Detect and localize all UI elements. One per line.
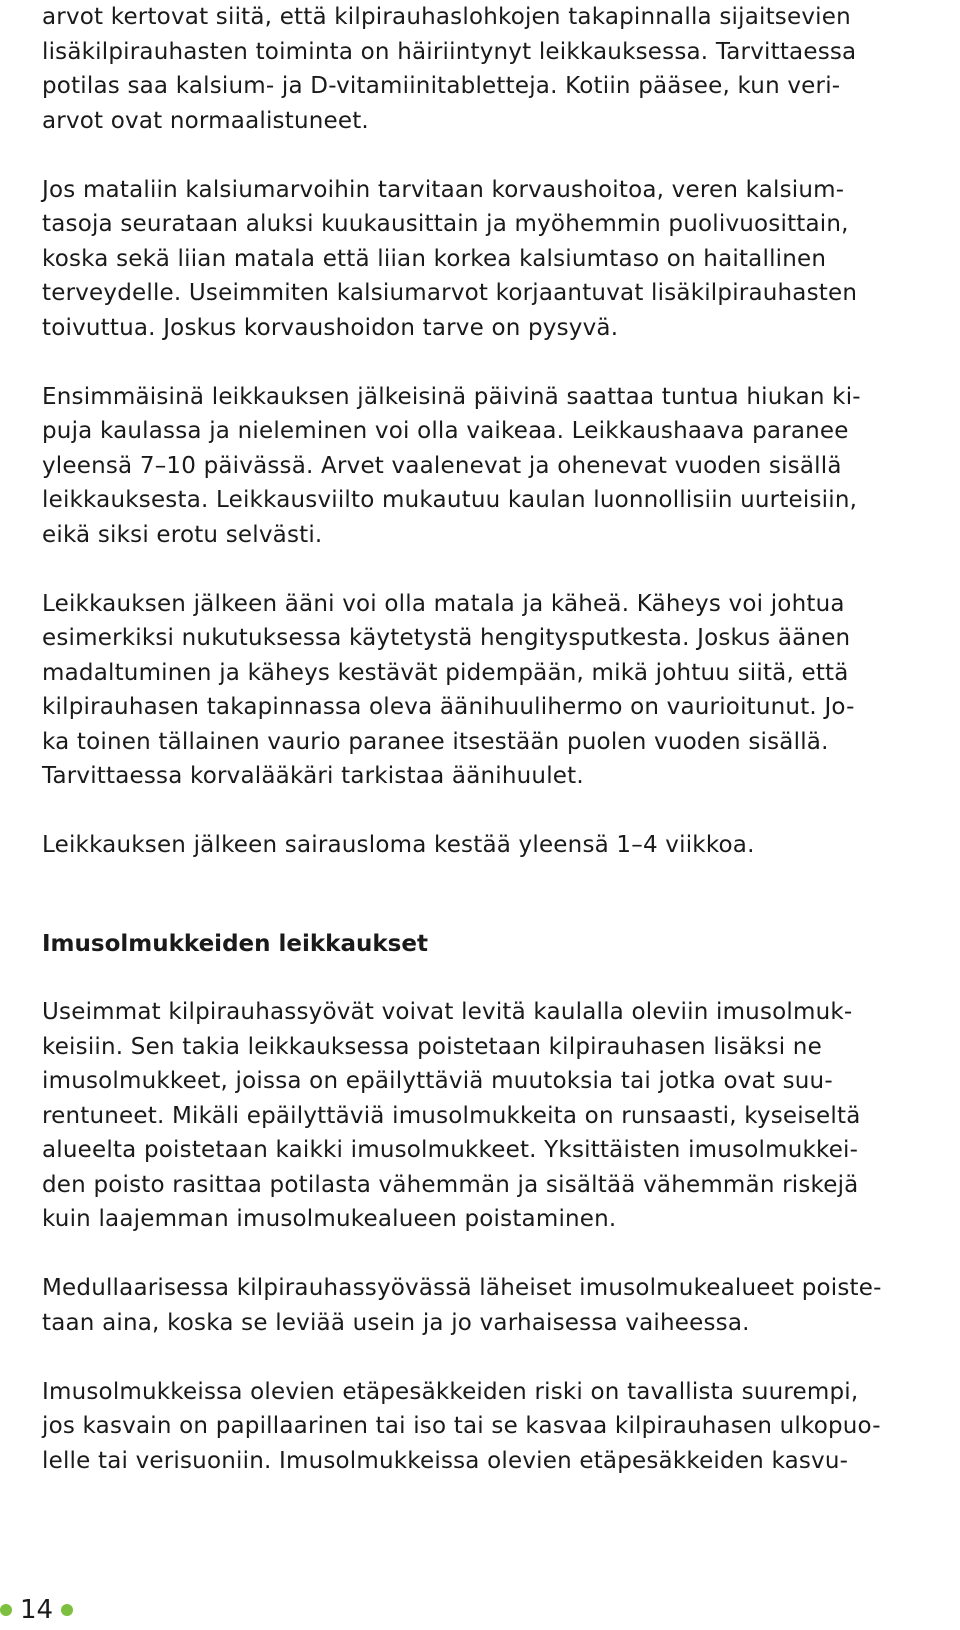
- paragraph: Leikkauksen jälkeen ääni voi olla matala ja käheä. Käheys voi johtua esimerkiksi nukutuksessa käytetystä hengitysputkesta. Joskus äänen madaltuminen ja käheys kestävät pidempään, mikä johtuu siitä, että kilpirauhasen takapinnassa oleva äänihuulihermo on vaurioitunut. Jo- ka toinen tällainen vaurio paranee itsestään puolen vuoden sisällä. Tarvittaessa korvalääkäri tarkistaa äänihuulet.: [42, 590, 855, 789]
- paragraph: Imusolmukkeissa olevien etäpesäkkeiden riski on tavallista suurempi, jos kasvain on papillaarinen tai iso tai se kasvaa kilpirauhasen ulkopuo- lelle tai verisuoniin. Imusolmukkeissa olevien etäpesäkkeiden kasvu-: [42, 1378, 881, 1474]
- page-content: [42, 0, 922, 1478]
- section-heading: Imusolmukkeiden leikkaukset: [42, 930, 428, 957]
- paragraph: arvot kertovat siitä, että kilpirauhaslohkojen takapinnalla sijaitsevien lisäkilpirauhasten toiminta on häiriintynyt leikkauksessa. Tarvittaessa potilas saa kalsium- ja D-vitamiinitabletteja. Kotiin pääsee, kun veri- arvot ovat normaalistuneet.: [42, 4, 857, 134]
- paragraph: Ensimmäisinä leikkauksen jälkeisinä päivinä saattaa tuntua hiukan ki- puja kaulassa ja nieleminen voi olla vaikeaa. Leikkaushaava paranee yleensä 7–10 päivässä. Arvet vaalenevat ja ohenevat vuoden sisällä leikkauksesta. Leikkausviilto mukautuu kaulan luonnollisiin uurteisiin, eikä siksi erotu selvästi.: [42, 383, 861, 548]
- paragraph: Useimmat kilpirauhassyövät voivat levitä kaulalla oleviin imusolmuk- keisiin. Sen takia leikkauksessa poistetaan kilpirauhasen lisäksi ne imusolmukkeet, joissa on epäilyttäviä muutoksia tai jotka ovat suu- rentuneet. Mikäli epäilyttäviä imusolmukkeita on runsaasti, kyseiseltä alueelta poistetaan kaikki imusolmukkeet. Yksittäisten imusolmukkei- den poisto rasittaa potilasta vähemmän ja sisältää vähemmän riskejä kuin laajemman imusolmukealueen poistaminen.: [42, 999, 861, 1232]
- paragraph: Jos mataliin kalsiumarvoihin tarvitaan korvaushoitoa, veren kalsium- tasoja seurataan aluksi kuukausittain ja myöhemmin puolivuosittain, koska sekä liian matala että liian korkea kalsiumtaso on haitallinen terveydelle. Useimmiten kalsiumarvot korjaantuvat lisäkilpirauhasten toivuttua. Joskus korvaushoidon tarve on pysyvä.: [42, 176, 858, 341]
- page-number: 14: [20, 1595, 54, 1625]
- paragraph: Leikkauksen jälkeen sairausloma kestää yleensä 1–4 viikkoa.: [42, 832, 755, 858]
- page-footer: [0, 1593, 73, 1627]
- bullet-dot-icon: [61, 1604, 73, 1616]
- bullet-dot-icon: [0, 1604, 12, 1616]
- paragraph: Medullaarisessa kilpirauhassyövässä läheiset imusolmukealueet poiste- taan aina, koska se leviää usein ja jo varhaisessa vaiheessa.: [42, 1275, 882, 1336]
